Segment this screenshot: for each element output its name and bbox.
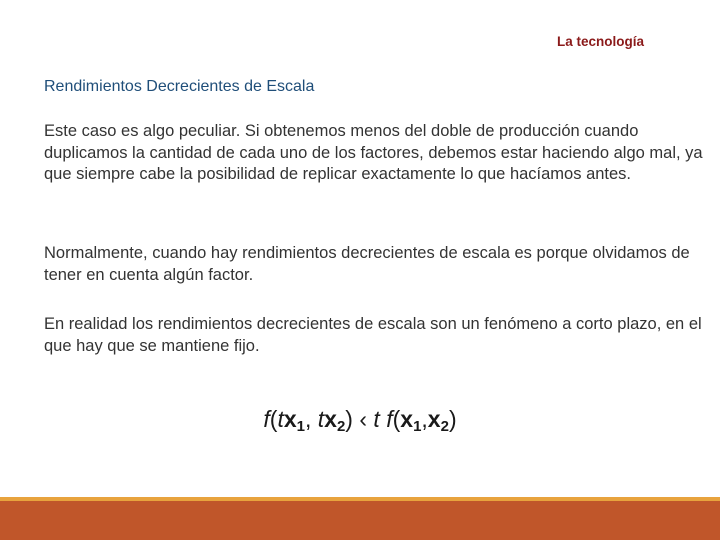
- formula-t2: t: [317, 406, 325, 432]
- formula-close-left: ): [345, 406, 353, 432]
- formula-x4: x: [427, 406, 441, 432]
- formula-f-left: f: [263, 406, 270, 432]
- formula-t1: t: [277, 406, 284, 432]
- section-title: Rendimientos Decrecientes de Escala: [44, 78, 315, 95]
- formula-t-right: t: [373, 406, 380, 432]
- formula-open-right: (: [392, 406, 401, 432]
- paragraph-1: Este caso es algo peculiar. Si obtenemos menos del doble de producción cuando duplicamos la cantidad de cada uno de los factores, debemos estar haciendo algo mal, ya que siempre cabe la posibilidad de replicar exactamente lo que hacíamos antes.: [44, 122, 703, 183]
- paragraph-3: En realidad los rendimientos decrecientes de escala son un fenómeno a corto plazo, en el que hay que se mantiene fijo.: [44, 315, 702, 355]
- formula-sub2: 2: [336, 418, 346, 435]
- slide-header-label: La tecnología: [556, 34, 644, 49]
- production-inequality-formula: [0, 406, 720, 433]
- formula-x1: x: [283, 406, 297, 432]
- formula-x3: x: [400, 406, 414, 432]
- formula-comma2: ,: [421, 406, 428, 432]
- formula-operator: ‹: [352, 406, 374, 432]
- footer-bar: [0, 501, 720, 540]
- formula-x2: x: [324, 406, 337, 432]
- formula-open-left: (: [269, 406, 278, 432]
- formula-comma1: ,: [304, 406, 318, 432]
- formula-sub4: 2: [440, 418, 449, 435]
- formula-f-right: f: [386, 406, 393, 432]
- formula-sub3: 1: [413, 418, 422, 435]
- paragraph-2: Normalmente, cuando hay rendimientos decrecientes de escala es porque olvidamos de tener en cuenta algún factor.: [44, 244, 690, 284]
- formula-close-right: ): [448, 406, 457, 432]
- formula-sub1: 1: [296, 418, 305, 435]
